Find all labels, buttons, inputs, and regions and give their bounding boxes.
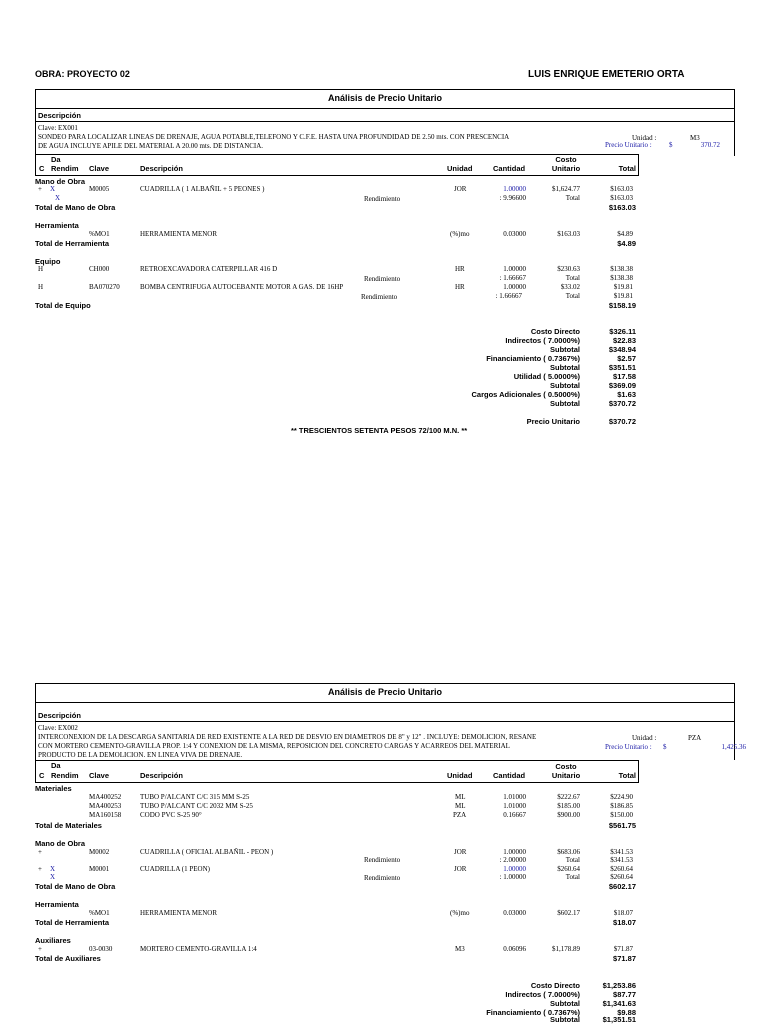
summary-value: $17.58: [613, 372, 636, 381]
row-descripcion: RETROEXCAVADORA CATERPILLAR 416 D: [140, 265, 278, 273]
amount-in-words: ** TRESCIENTOS SETENTA PESOS 72/100 M.N. **: [291, 426, 468, 435]
row-unidad: HR: [455, 283, 465, 291]
descripcion-label: Descripción: [38, 711, 81, 720]
row-clave: %MO1: [89, 230, 110, 238]
description-line-3: PRODUCTO DE LA DEMOLICION. EN LINEA VIVA DE DRENAJE.: [38, 751, 243, 759]
obra-title: OBRA: PROYECTO 02: [35, 69, 130, 79]
precio-unitario-value: 1,425.36: [721, 743, 746, 751]
row-costo: $1,178.89: [552, 945, 580, 953]
row-cantidad: 1.00000: [503, 283, 526, 291]
rendimiento-label: Rendimiento: [361, 293, 398, 301]
summary-value: $348.94: [608, 345, 636, 354]
row-descripcion: CUADRILLA (1 PEON): [140, 865, 210, 873]
col-unitario: Unitario: [551, 164, 581, 173]
descripcion-label: Descripción: [38, 111, 81, 120]
frame-left: [35, 702, 36, 760]
row-cantidad: 0.06096: [503, 945, 526, 953]
summary-value: $87.77: [613, 990, 636, 999]
divider: [35, 121, 735, 122]
summary-label: Cargos Adicionales ( 0.5000%): [471, 390, 580, 399]
summary-value: $9.88: [617, 1008, 636, 1017]
group-title: Materiales: [35, 784, 72, 793]
group-total-value: $602.17: [608, 882, 636, 891]
row-clave: M0002: [89, 848, 110, 856]
total-word: Total: [565, 274, 580, 282]
summary-value: $1.63: [617, 390, 636, 399]
row-clave: M0005: [89, 185, 110, 193]
row-cantidad: 0.16667: [503, 811, 526, 819]
summary-value: $351.51: [608, 363, 636, 372]
rendimiento-total: $260.64: [610, 873, 633, 881]
group-title: Herramienta: [35, 900, 79, 909]
summary-label: Utilidad ( 5.0000%): [513, 372, 580, 381]
summary-value: $22.83: [613, 336, 636, 345]
row-total: $4.89: [617, 230, 633, 238]
description-line-2: DE AGUA INCLUYE APILE DEL MATERIAL A 20.00 mts. DE DISTANCIA.: [38, 142, 264, 150]
group-total-value: $163.03: [608, 203, 636, 212]
precio-unitario-value: 370.72: [700, 141, 720, 149]
summary-label: Costo Directo: [530, 981, 580, 990]
col-unitario: Unitario: [551, 771, 581, 780]
group-total-value: $561.75: [608, 821, 636, 830]
row-descripcion: HERRAMIENTA MENOR: [140, 230, 218, 238]
total-word: Total: [565, 194, 580, 202]
row-total: $18.07: [613, 909, 633, 917]
col-total: Total: [618, 164, 636, 173]
description-line-2: CON MORTERO CEMENTO-GRAVILLA PROP. 1:4 Y CONEXION DE LA MISMA, REPOSICION DEL CONCRETO CARGAS Y ACARREOS DEL MATERIAL: [38, 742, 510, 750]
rendimiento-cantidad: : 1.66667: [499, 274, 526, 282]
rendimiento-cantidad: : 9.96600: [499, 194, 526, 202]
rendimiento-total: $138.38: [610, 274, 633, 282]
group-total-label: Total de Herramienta: [35, 239, 110, 248]
group-title: Equipo: [35, 257, 61, 266]
summary-label: Subtotal: [550, 381, 580, 390]
row-total: $19.81: [613, 283, 633, 291]
col-descripcion: Descripción: [140, 164, 183, 173]
row-total: $224.90: [610, 793, 633, 801]
row-cantidad: 1.00000: [503, 848, 526, 856]
col-unidad: Unidad: [447, 164, 473, 173]
frame-right: [734, 108, 735, 156]
unidad-value: M3: [690, 134, 700, 142]
row-unidad: JOR: [454, 865, 467, 873]
currency-sign: $: [663, 743, 667, 751]
row-cantidad: 1.01000: [503, 802, 526, 810]
summary-label: Indirectos ( 7.0000%): [505, 990, 580, 999]
row-cantidad: 1.00000: [503, 265, 526, 273]
summary-label: Subtotal: [550, 1015, 580, 1024]
row-clave: MA400252: [89, 793, 122, 801]
row-unidad: HR: [455, 265, 465, 273]
group-total-value: $18.07: [613, 918, 636, 927]
row-unidad: JOR: [454, 185, 467, 193]
col-c: C: [39, 771, 45, 780]
col-total: Total: [618, 771, 636, 780]
group-total-value: $158.19: [608, 301, 636, 310]
summary-label: Subtotal: [550, 345, 580, 354]
row-total: $71.87: [613, 945, 633, 953]
rendimiento-cantidad: : 1.66667: [495, 292, 522, 300]
x-marker: X: [50, 185, 56, 193]
group-total-label: Total de Auxiliares: [35, 954, 101, 963]
summary-label: Costo Directo: [530, 327, 580, 336]
row-costo: $260.64: [557, 865, 580, 873]
row-unidad: ML: [455, 793, 466, 801]
col-da: Da: [51, 761, 61, 770]
summary-label: Indirectos ( 7.0000%): [505, 336, 580, 345]
description-line-1: SONDEO PARA LOCALIZAR LINEAS DE DRENAJE, AGUA POTABLE,TELEFONO Y C.F.E. HASTA UNA PROFUNDIDAD DE 2.50 mts. CON PRESCENCIA: [38, 133, 510, 141]
summary-value: $1,351.51: [602, 1015, 636, 1024]
row-clave: M0001: [89, 865, 110, 873]
section-title: Análisis de Precio Unitario: [327, 687, 443, 697]
row-clave: CH000: [89, 265, 110, 273]
row-unidad: (%)mo: [450, 909, 470, 917]
group-title: Mano de Obra: [35, 177, 86, 186]
row-costo: $163.03: [557, 230, 580, 238]
currency-sign: $: [669, 141, 673, 149]
group-total-value: $71.87: [613, 954, 636, 963]
row-clave: %MO1: [89, 909, 110, 917]
rendimiento-label: Rendimiento: [364, 856, 401, 864]
x-marker: X: [50, 865, 56, 873]
col-clave: Clave: [89, 771, 110, 780]
row-unidad: PZA: [453, 811, 467, 819]
total-word: Total: [565, 292, 580, 300]
row-total: $150.00: [610, 811, 633, 819]
col-unidad: Unidad: [447, 771, 473, 780]
col-rendim: Rendim: [51, 771, 79, 780]
row-total: $138.38: [610, 265, 633, 273]
precio-unitario-total-label: Precio Unitario: [526, 417, 580, 426]
group-total-label: Total de Materiales: [35, 821, 102, 830]
col-clave: Clave: [89, 164, 110, 173]
row-unidad: (%)mo: [450, 230, 470, 238]
col-costo: Costo: [555, 155, 577, 164]
row-costo: $230.63: [557, 265, 580, 273]
row-clave: MA400253: [89, 802, 122, 810]
group-total-label: Total de Mano de Obra: [35, 882, 116, 891]
frame-left: [35, 108, 36, 156]
row-total: $341.53: [610, 848, 633, 856]
rendimiento-label: Rendimiento: [364, 195, 401, 203]
row-cantidad: 1.01000: [503, 793, 526, 801]
summary-label: Financiamiento ( 0.7367%): [486, 1008, 580, 1017]
row-descripcion: CUADRILLA ( OFICIAL ALBAÑIL - PEON ): [140, 848, 274, 856]
col-c: C: [39, 164, 45, 173]
row-cantidad: 1.00000: [503, 865, 526, 873]
clave-text: Clave: EX002: [38, 724, 78, 732]
row-costo: $222.67: [557, 793, 580, 801]
plus-marker: +: [38, 848, 42, 856]
rendimiento-total: $341.53: [610, 856, 633, 864]
row-unidad: JOR: [454, 848, 467, 856]
total-word: Total: [565, 856, 580, 864]
col-cantidad: Cantidad: [493, 771, 526, 780]
row-costo: $1,624.77: [552, 185, 580, 193]
row-costo: $683.06: [557, 848, 580, 856]
col-rendim: Rendim: [51, 164, 79, 173]
row-total: $260.64: [610, 865, 633, 873]
x-marker: X: [55, 194, 61, 202]
row-descripcion: CODO PVC S-25 90°: [140, 811, 202, 819]
row-cantidad: 1.00000: [503, 185, 526, 193]
row-descripcion: TUBO P/ALCANT C/C 315 MM S-25: [140, 793, 250, 801]
rendimiento-cantidad: : 1.00000: [499, 873, 526, 881]
summary-value: $1,253.86: [602, 981, 636, 990]
rendimiento-total: $19.81: [613, 292, 633, 300]
row-costo: $602.17: [557, 909, 580, 917]
h-marker: H: [38, 265, 44, 273]
x-marker: X: [50, 873, 56, 881]
row-total: $186.85: [610, 802, 633, 810]
summary-value: $2.57: [617, 354, 636, 363]
col-costo: Costo: [555, 762, 577, 771]
summary-label: Subtotal: [550, 363, 580, 372]
row-cantidad: 0.03000: [503, 230, 526, 238]
group-total-label: Total de Mano de Obra: [35, 203, 116, 212]
row-clave: BA070270: [89, 283, 120, 291]
col-da: Da: [51, 155, 61, 164]
row-unidad: ML: [455, 802, 466, 810]
summary-value: $369.09: [608, 381, 636, 390]
unidad-label: Unidad :: [632, 134, 657, 142]
group-total-label: Total de Herramienta: [35, 918, 110, 927]
group-title: Auxiliares: [35, 936, 71, 945]
column-header-rule: [35, 782, 639, 783]
row-descripcion: TUBO P/ALCANT C/C 2032 MM S-25: [140, 802, 253, 810]
row-descripcion: MORTERO CEMENTO-GRAVILLA 1:4: [140, 945, 257, 953]
precio-unitario-total-value: $370.72: [608, 417, 636, 426]
summary-value: $326.11: [609, 327, 636, 336]
rendimiento-label: Rendimiento: [364, 874, 401, 882]
summary-label: Subtotal: [550, 399, 580, 408]
group-total-label: Total de Equipo: [35, 301, 91, 310]
precio-unitario-label: Precio Unitario :: [605, 141, 652, 149]
group-total-value: $4.89: [617, 239, 636, 248]
row-costo: $33.02: [560, 283, 580, 291]
summary-label: Financiamiento ( 0.7367%): [486, 354, 580, 363]
unidad-label: Unidad :: [632, 734, 657, 742]
description-line-1: INTERCONEXION DE LA DESCARGA SANITARIA DE RED EXISTENTE A LA RED DE DESVIO EN DIAMETROS DE 8" y 12" . INCLUYE: DEMOLICION, RESANE: [38, 733, 537, 741]
section-title: Análisis de Precio Unitario: [327, 93, 443, 103]
total-word: Total: [565, 873, 580, 881]
row-unidad: M3: [455, 945, 465, 953]
row-clave: MA160158: [89, 811, 122, 819]
author-name: LUIS ENRIQUE EMETERIO ORTA: [528, 69, 685, 80]
plus-marker: +: [38, 945, 42, 953]
summary-label: Subtotal: [550, 999, 580, 1008]
row-clave: 03-0030: [89, 945, 113, 953]
rendimiento-label: Rendimiento: [364, 275, 401, 283]
row-descripcion: CUADRILLA ( 1 ALBAÑIL + 5 PEONES ): [140, 185, 265, 193]
group-title: Herramienta: [35, 221, 79, 230]
col-cantidad: Cantidad: [493, 164, 526, 173]
clave-text: Clave: EX001: [38, 124, 78, 132]
plus-marker: +: [38, 185, 42, 193]
frame-right: [734, 702, 735, 760]
precio-unitario-label: Precio Unitario :: [605, 743, 652, 751]
plus-marker: +: [38, 865, 42, 873]
row-descripcion: BOMBA CENTRIFUGA AUTOCEBANTE MOTOR A GAS. DE 16HP: [140, 283, 344, 291]
group-title: Mano de Obra: [35, 839, 86, 848]
col-descripcion: Descripción: [140, 771, 183, 780]
row-cantidad: 0.03000: [503, 909, 526, 917]
row-total: $163.03: [610, 185, 633, 193]
row-costo: $900.00: [557, 811, 580, 819]
column-header-rule: [35, 175, 639, 176]
divider: [35, 721, 735, 722]
rendimiento-total: $163.03: [610, 194, 633, 202]
row-costo: $185.00: [557, 802, 580, 810]
h-marker: H: [38, 283, 44, 291]
summary-value: $370.72: [608, 399, 636, 408]
rendimiento-cantidad: : 2.00000: [499, 856, 526, 864]
unidad-value: PZA: [688, 734, 702, 742]
row-descripcion: HERRAMIENTA MENOR: [140, 909, 218, 917]
summary-value: $1,341.63: [602, 999, 636, 1008]
